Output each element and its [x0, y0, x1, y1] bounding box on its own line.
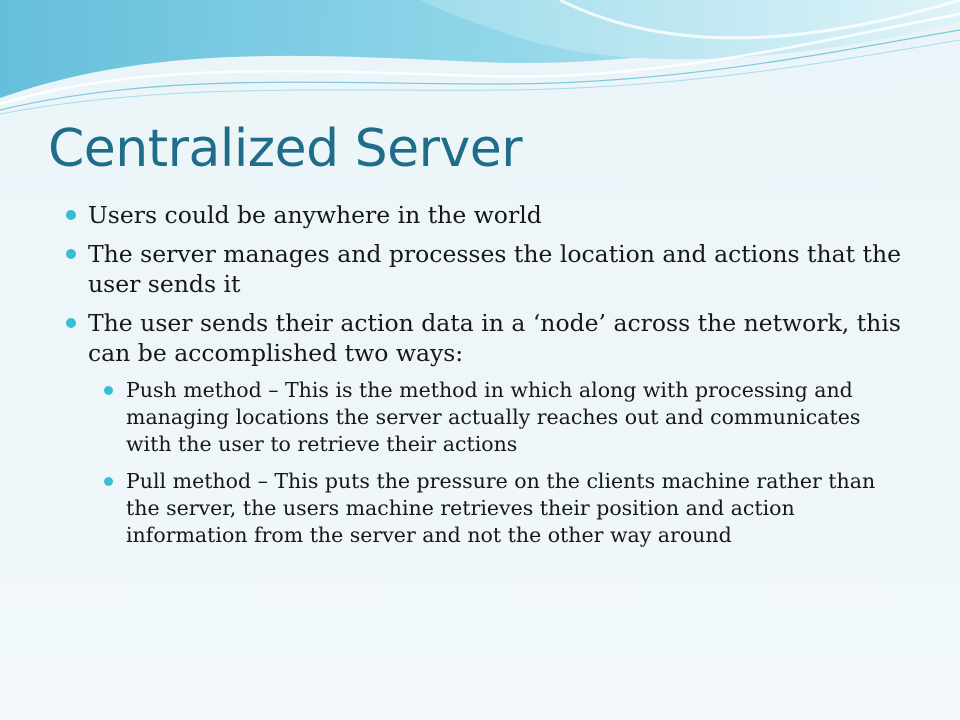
- bullet-icon: [66, 318, 76, 328]
- bullet-text: The server manages and processes the location and actions that the user sends it: [88, 240, 901, 298]
- bullet-list: [66, 200, 912, 559]
- sub-bullet-item: [104, 468, 912, 549]
- sub-bullet-icon: [104, 477, 113, 486]
- sub-bullet-icon: [104, 386, 113, 395]
- sub-bullet-text: Pull method – This puts the pressure on the clients machine rather than the server, the users machine retrieves their position and action information from the server and not the other way around: [126, 469, 876, 547]
- bullet-icon: [66, 210, 76, 220]
- bullet-item: [66, 200, 912, 230]
- bullet-item: [66, 239, 912, 299]
- sub-bullet-text: Push method – This is the method in which along with processing and managing locations the server actually reaches out and communicates with the user to retrieve their actions: [126, 378, 861, 456]
- bullet-text: The user sends their action data in a ‘node’ across the network, this can be accomplished two ways:: [88, 309, 901, 367]
- bullet-item: [66, 308, 912, 368]
- bullet-text: Users could be anywhere in the world: [88, 201, 542, 229]
- header-wave-decoration: [0, 0, 960, 120]
- slide-title: Centralized Server: [48, 119, 523, 179]
- bullet-icon: [66, 249, 76, 259]
- sub-bullet-item: [104, 377, 912, 458]
